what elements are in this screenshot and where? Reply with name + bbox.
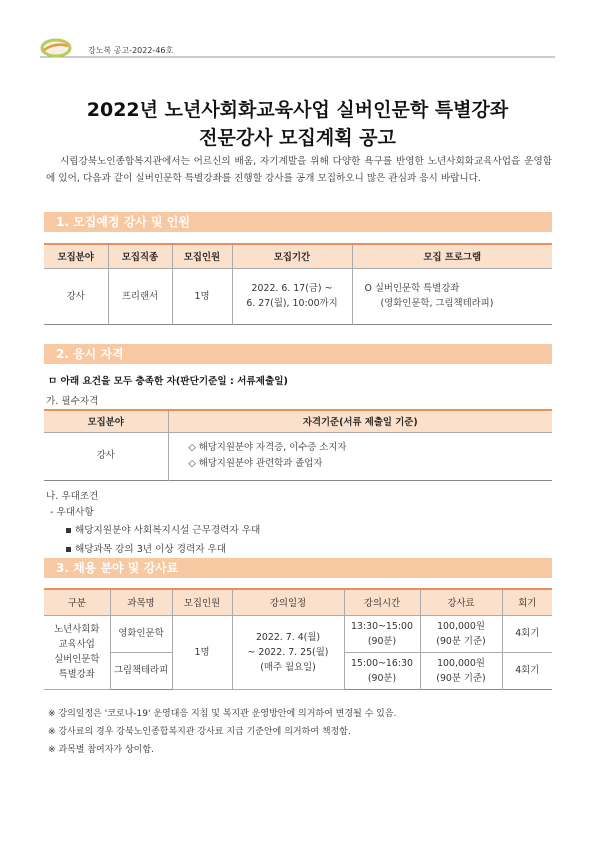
section2-title: 2. 응시 자격 xyxy=(56,347,124,361)
note-2: ※ 강사료의 경우 강북노인종합복지관 강사료 지급 기준안에 의거하여 책정함. xyxy=(48,727,351,737)
cell-fee: 100,000원 (90분 기준) xyxy=(420,615,502,652)
header-time: 강의시간 xyxy=(344,589,420,615)
header-schedule: 강의일정 xyxy=(232,589,344,615)
square-bullet-icon xyxy=(66,547,71,552)
section3-title: 3. 채용 분야 및 강사료 xyxy=(56,561,179,575)
header-criteria: 자격기준(서류 제출일 기준) xyxy=(168,410,552,432)
circle-swoosh-logo-icon xyxy=(40,38,72,58)
preferred-item: 해당지원분야 사회복지시설 근무경력자 우대 xyxy=(66,522,260,536)
header-count: 모집인원 xyxy=(172,244,232,268)
required-label: 가. 필수자격 xyxy=(46,396,99,407)
cell-count: 1명 xyxy=(172,268,232,324)
cell-subject: 그림책테라피 xyxy=(110,652,172,689)
header-job: 모집직종 xyxy=(108,244,172,268)
qualification-table xyxy=(44,409,552,481)
cell-time: 15:00~16:30 (90분) xyxy=(344,652,420,689)
cell-time: 13:30~15:00 (90분) xyxy=(344,615,420,652)
table-row xyxy=(44,268,552,324)
criteria-line1: ◇ 해당지원분야 자격증, 이수증 소지자 xyxy=(188,442,347,453)
table-row xyxy=(44,432,552,480)
preferred-label: 나. 우대조건 xyxy=(46,491,99,502)
condition-text: ㅁ 아래 요건을 모두 충족한 자(판단기준일 : 서류제출일) xyxy=(48,376,288,387)
cell-schedule: 2022. 7. 4(월) ~ 2022. 7. 25(월) (매주 월요일) xyxy=(232,615,344,689)
cell-category: 노년사회화 교육사업 실버인문학 특별강좌 xyxy=(44,615,110,689)
intro-paragraph: 시립강북노인종합복지관에서는 어르신의 배움, 자기계발을 위해 다양한 욕구를 반영한 노년사회화교육사업을 운영함에 있어, 다음과 같이 실버인문학 특별강좌를 진행할 강사를 공개 모집하오니 많은 관심과 응시 바랍니다. xyxy=(46,156,552,184)
cell-subject: 영화인문학 xyxy=(110,615,172,652)
program-line2: (영화인문학, 그림책테라피) xyxy=(380,298,494,309)
program-line1: O 실버인문학 특별강좌 xyxy=(364,283,460,294)
cell-field: 강사 xyxy=(44,268,108,324)
cell-fee: 100,000원 (90분 기준) xyxy=(420,652,502,689)
page-title-line1: 2022년 노년사회화교육사업 실버인문학 특별강좌 xyxy=(86,99,509,121)
cell-field: 강사 xyxy=(44,432,168,480)
cell-program xyxy=(352,268,552,324)
period-line1: 2022. 6. 17(금) ~ xyxy=(251,283,333,294)
header-subject: 과목명 xyxy=(110,589,172,615)
header-period: 모집기간 xyxy=(232,244,352,268)
cell-period xyxy=(232,268,352,324)
header-count: 모집인원 xyxy=(172,589,232,615)
header-field: 모집분야 xyxy=(44,244,108,268)
cell-sessions: 4회기 xyxy=(502,615,552,652)
preferred-sub: - 우대사항 xyxy=(50,507,94,518)
header-field: 모집분야 xyxy=(44,410,168,432)
header-program: 모집 프로그램 xyxy=(352,244,552,268)
section1-title: 1. 모집예정 강사 및 인원 xyxy=(56,215,190,229)
cell-criteria xyxy=(168,432,552,480)
square-bullet-icon xyxy=(66,528,71,533)
note-3: ※ 과목별 참여자가 상이함. xyxy=(48,745,154,755)
cell-count: 1명 xyxy=(172,615,232,689)
notice-number: 강노복 공고-2022-46호 xyxy=(88,46,174,55)
page-title-line2: 전문강사 모집계획 공고 xyxy=(199,127,396,149)
header-sessions: 회기 xyxy=(502,589,552,615)
period-line2: 6. 27(월), 10:00까지 xyxy=(246,298,338,309)
header-category: 구분 xyxy=(44,589,110,615)
note-1: ※ 강의일정은 '코로나-19' 운영대응 지침 및 복지관 운영방안에 의거하여 변경될 수 있음. xyxy=(48,709,397,719)
header-fee: 강사료 xyxy=(420,589,502,615)
cell-sessions: 4회기 xyxy=(515,665,540,676)
criteria-line2: ◇ 해당지원분야 관련학과 졸업자 xyxy=(188,458,323,469)
table-row xyxy=(44,615,552,652)
cell-job: 프리랜서 xyxy=(108,268,172,324)
recruitment-table xyxy=(44,243,552,325)
fee-table xyxy=(44,588,552,690)
preferred-item: 해당과목 강의 3년 이상 경력자 우대 xyxy=(66,541,226,555)
